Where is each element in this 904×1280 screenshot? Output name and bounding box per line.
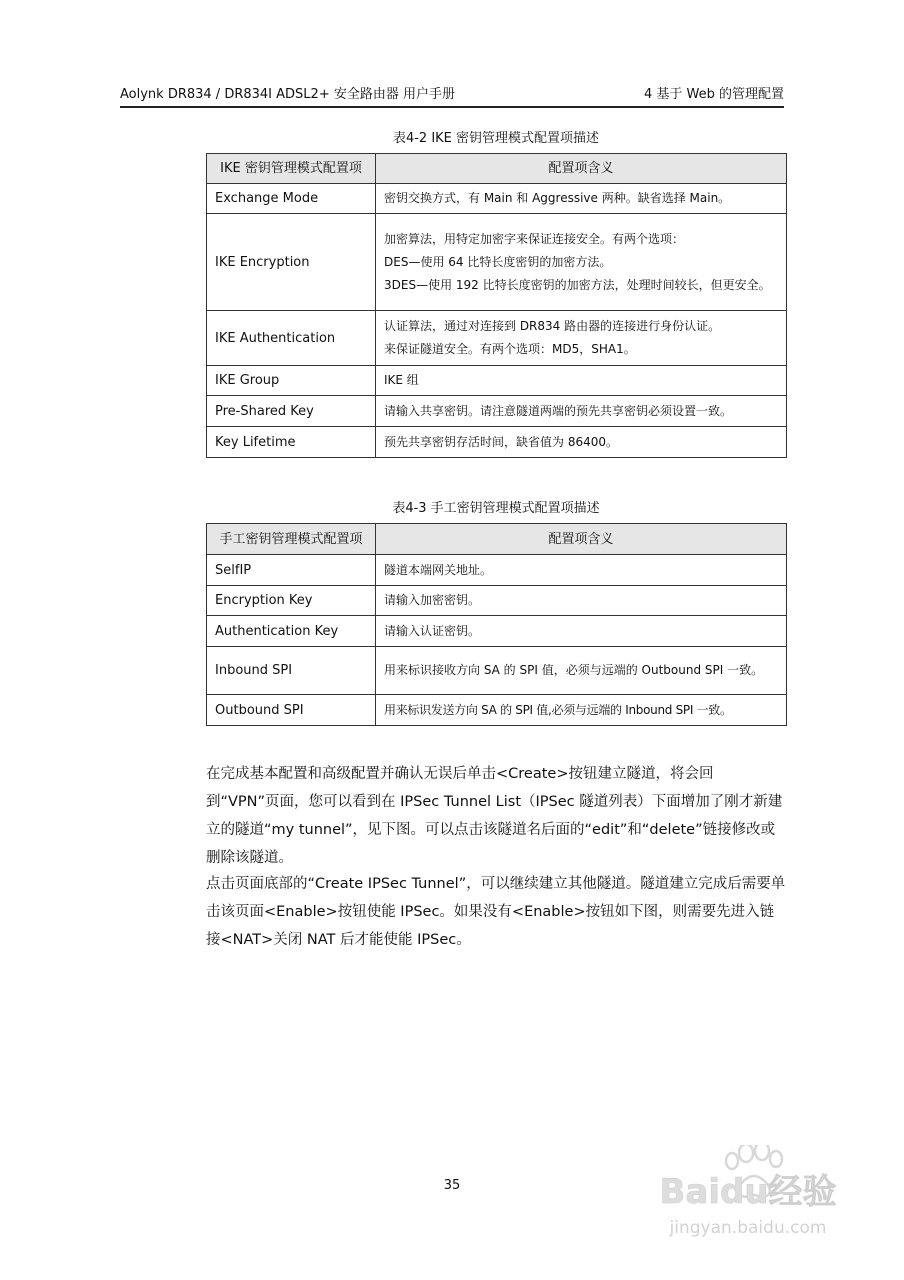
description-line: 加密算法，用特定加密字来保证连接安全。有两个选项： [384,231,685,246]
column-header-item: IKE 密钥管理模式配置项 [207,154,376,184]
description-line: 预先共享密钥存活时间，缺省值为 86400。 [384,434,618,449]
baidu-jingyan-watermark [628,1145,868,1245]
page-header [120,86,784,108]
description-line: 密钥交换方式，有 Main 和 Aggressive 两种。缺省选择 Main。 [384,191,731,205]
manual-key-config-table [206,523,787,726]
description-line: 来保证隧道安全。有两个选项：MD5，SHA1。 [384,342,636,356]
watermark-brand: Baidu经验 [659,1172,837,1212]
row-description [376,184,787,214]
description-line: 隧道本端网关地址。 [384,562,493,577]
column-header-item: 手工密钥管理模式配置项 [207,524,376,555]
ike-config-table [206,153,787,458]
table-header-row [207,154,787,184]
row-description [376,427,787,458]
row-name: Authentication Key [207,616,376,647]
table-row [207,184,787,214]
header-manual-title: Aolynk DR834 / DR834I ADSL2+ 安全路由器 用户手册 [120,87,455,102]
page-number: 35 [443,1178,461,1193]
column-header-meaning: 配置项含义 [376,154,787,184]
row-description [376,366,787,396]
description-line: 用来标识接收方向 SA 的 SPI 值，必须与远端的 Outbound SPI 一致。 [384,663,764,677]
row-description [376,555,787,586]
table-row [207,311,787,366]
row-name: Inbound SPI [207,647,376,695]
column-header-meaning: 配置项含义 [376,524,787,555]
table-row [207,214,787,311]
row-name: IKE Encryption [207,214,376,311]
table-row [207,586,787,616]
row-name: Outbound SPI [207,695,376,726]
table2-caption: 表4-3 手工密钥管理模式配置项描述 [392,501,600,516]
row-name: Encryption Key [207,586,376,616]
row-description [376,214,787,311]
row-name: SelfIP [207,555,376,586]
table-row [207,616,787,647]
table-row [207,647,787,695]
row-name: Pre-Shared Key [207,396,376,427]
description-line: 请输入认证密钥。 [384,623,481,638]
row-name: IKE Authentication [207,311,376,366]
description-line: 请输入加密密钥。 [384,593,481,607]
body-paragraph: 点击页面底部的“Create IPSec Tunnel”，可以继续建立其他隧道。隧道建立完成后需要单击该页面<Enable>按钮使能 IPSec。如果没有<Enable>按钮如下图，则需要先进入链接<NAT>关闭 NAT 后才能使能 IPSec。 [206,876,786,948]
description-line: 认证算法，通过对连接到 DR834 路由器的连接进行身份认证。 [384,319,721,333]
row-name: IKE Group [207,366,376,396]
row-name: Exchange Mode [207,184,376,214]
table-row [207,427,787,458]
description-line: 3DES—使用 192 比特长度密钥的加密方法，处理时间较长，但更安全。 [384,277,771,292]
description-line: IKE 组 [384,373,419,387]
table1-caption: 表4-2 IKE 密钥管理模式配置项描述 [392,131,600,146]
table-row [207,396,787,427]
body-paragraph: 在完成基本配置和高级配置并确认无误后单击<Create>按钮建立隧道，将会回到“VPN”页面，您可以看到在 IPSec Tunnel List（IPSec 隧道列表）下面增加了刚才新建立的隧道“my tunnel”，见下图。可以点击该隧道名后面的“edit”和“delete”链接修改或删除该隧道。 [206,766,783,866]
row-description [376,311,787,366]
description-line: 用来标识发送方向 SA 的 SPI 值,必须与远端的 Inbound SPI 一致。 [384,702,732,717]
table-row [207,555,787,586]
row-description [376,586,787,616]
header-chapter-title: 4 基于 Web 的管理配置 [643,87,784,102]
table-header-row [207,524,787,555]
row-description [376,396,787,427]
row-description [376,695,787,726]
table-row [207,366,787,396]
watermark-url: jingyan.baidu.com [669,1218,827,1238]
table-row [207,695,787,726]
row-description [376,616,787,647]
row-description [376,647,787,695]
row-name: Key Lifetime [207,427,376,458]
description-line: 请输入共享密钥。请注意隧道两端的预先共享密钥必须设置一致。 [384,403,733,418]
description-line: DES—使用 64 比特长度密钥的加密方法。 [384,254,612,269]
